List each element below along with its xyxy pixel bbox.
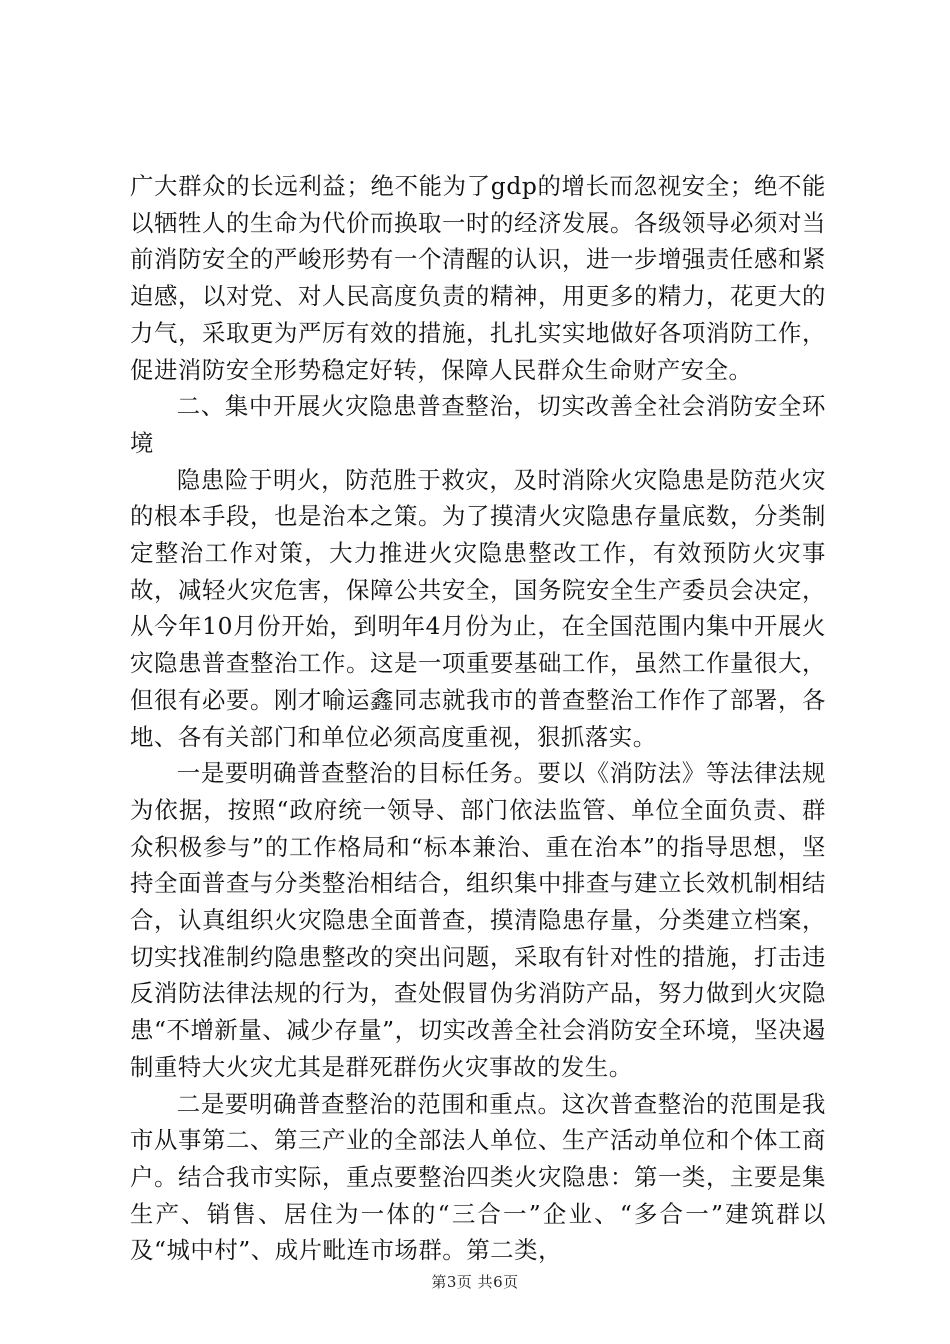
paragraph-hazard-overview: 隐患险于明火，防范胜于救灾，及时消除火灾隐患是防范火灾的根本手段，也是治本之策。为了摸清火灾隐患存量底数，分类制定整治工作对策，大力推进火灾隐患整改工作，有效预防火灾事故，减轻火灾危害，保障公共安全，国务院安全生产委员会决定，从今年10月份开始，到明年4月份为止，在全国范围内集中开展火灾隐患普查整治工作。这是一项重要基础工作，虽然工作量很大，但很有必要。刚才喻运鑫同志就我市的普查整治工作作了部署，各地、各有关部门和单位必须高度重视，狠抓落实。 [130,465,826,751]
paragraph-scope: 二是要明确普查整治的范围和重点。这次普查整治的范围是我市从事第二、第三产业的全部法人单位、生产活动单位和个体工商户。结合我市实际，重点要整治四类火灾隐患：第一类，主要是集生产、销售、居住为一体的“三合一”企业、“多合一”建筑群以及“城中村”、成片毗连市场群。第二类， [130,1089,826,1265]
page-number-footer: 第3页 共6页 [431,1273,519,1291]
document-body [130,168,826,1269]
paragraph-goals: 一是要明确普查整治的目标任务。要以《消防法》等法律法规为依据，按照“政府统一领导、部门依法监管、单位全面负责、群众积极参与”的工作格局和“标本兼治、重在治本”的指导思想，坚持全面普查与分类整治相结合，组织集中排查与建立长效机制相结合，认真组织火灾隐患全面普查，摸清隐患存量，分类建立档案，切实找准制约隐患整改的突出问题，采取有针对性的措施，打击违反消防法律法规的行为，查处假冒伪劣消防产品，努力做到火灾隐患“不增新量、减少存量”，切实改善全社会消防安全环境，坚决遏制重特大火灾尤其是群死群伤火灾事故的发生。 [130,759,826,1081]
section-heading: 二、集中开展火灾隐患普查整治，切实改善全社会消防安全环境 [130,392,826,457]
paragraph-continuation: 广大群众的长远利益；绝不能为了gdp的增长而忽视安全；绝不能以牺牲人的生命为代价而换取一时的经济发展。各级领导必须对当前消防安全的严峻形势有一个清醒的认识，进一步增强责任感和紧迫感，以对党、对人民高度负责的精神，用更多的精力，花更大的力气，采取更为严厉有效的措施，扎扎实实地做好各项消防工作，促进消防安全形势稳定好转，保障人民群众生命财产安全。 [130,172,826,384]
